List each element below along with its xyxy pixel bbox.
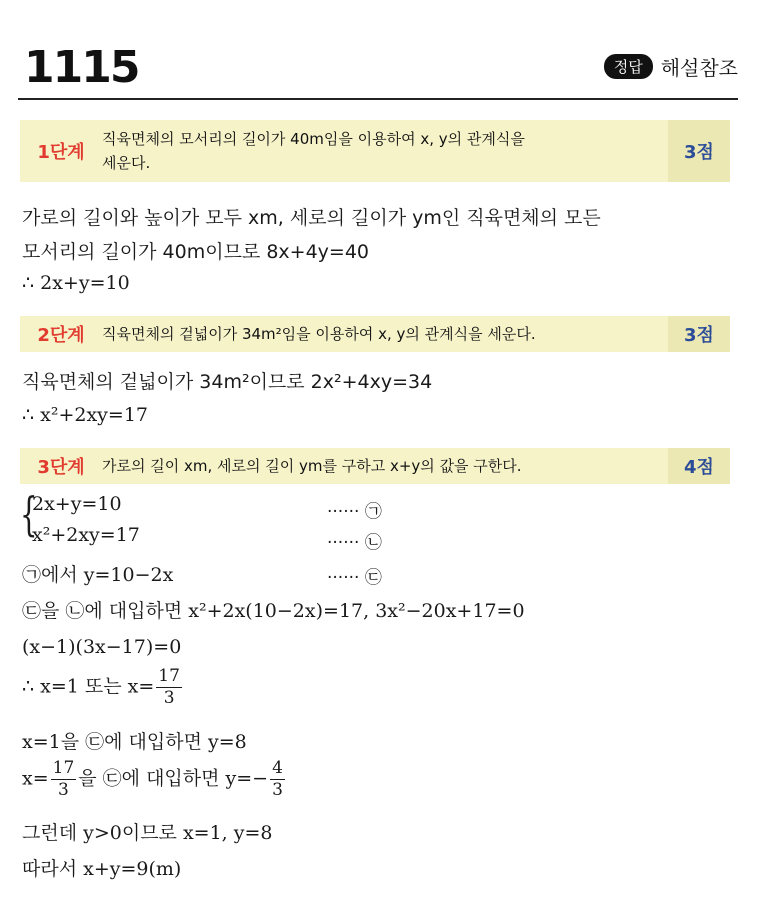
problem-number: 1115 <box>24 42 139 93</box>
step-3-points: 4점 <box>668 448 730 484</box>
fraction <box>270 760 285 799</box>
solution-line-fraction <box>22 668 184 707</box>
solution-line: ∴ 2x+y=10 <box>22 272 130 294</box>
solution-line: ㉢을 ㉡에 대입하면 x²+2x(10−2x)=17, 3x²−20x+17=0 <box>22 600 525 622</box>
solution-line: 모서리의 길이가 40m이므로 8x+4y=40 <box>22 241 370 263</box>
equation-tag-1: ······ ㉠ <box>327 502 382 522</box>
step-2-label: 2단계 <box>37 325 85 346</box>
fraction-numerator: 4 <box>272 758 283 778</box>
solution-line: 직육면체의 겉넓이가 34m²이므로 2x²+4xy=34 <box>22 371 433 393</box>
system-brace: { <box>20 487 38 541</box>
step-1-bar <box>20 120 730 182</box>
answer-badge: 정답 <box>604 54 653 79</box>
step-1-points: 3점 <box>668 120 730 182</box>
equation-tag-3: ······ ㉢ <box>327 568 382 588</box>
fraction-numerator: 17 <box>52 758 75 778</box>
solution-line: (x−1)(3x−17)=0 <box>22 636 182 658</box>
solution-line: 따라서 x+y=9(m) <box>22 858 182 880</box>
solution-text: x= <box>22 767 49 790</box>
step-3-label: 3단계 <box>37 457 85 478</box>
solution-line: 가로의 길이와 높이가 모두 xm, 세로의 길이가 ym인 직육면체의 모든 <box>22 207 601 229</box>
problem-header <box>18 40 738 100</box>
system-equation-1: 2x+y=10 <box>32 493 122 515</box>
fraction <box>156 668 182 707</box>
solution-text: 을 ㉢에 대입하면 y=− <box>78 767 269 790</box>
fraction-denominator: 3 <box>163 688 175 708</box>
fraction-denominator: 3 <box>272 780 283 800</box>
fraction-denominator: 3 <box>58 780 69 800</box>
solution-line: 그런데 y>0이므로 x=1, y=8 <box>22 822 273 844</box>
step-3-description: 가로의 길이 xm, 세로의 길이 ym를 구하고 x+y의 값을 구한다. <box>102 457 522 475</box>
fraction <box>51 760 77 799</box>
answer-text: 해설참조 <box>660 56 738 80</box>
solution-line: ㉠에서 y=10−2x <box>22 564 174 586</box>
solution-text: ∴ x=1 또는 x= <box>22 675 155 698</box>
step-3-bar <box>20 448 730 484</box>
system-equation-2: x²+2xy=17 <box>32 524 140 546</box>
solution-line-fraction <box>22 760 287 799</box>
header-divider <box>18 98 738 100</box>
step-1-label: 1단계 <box>37 142 85 163</box>
fraction-numerator: 17 <box>158 666 180 686</box>
step-1-description <box>102 127 668 175</box>
solution-line: ∴ x²+2xy=17 <box>22 404 149 426</box>
equation-tag-2: ······ ㉡ <box>327 533 382 553</box>
step-2-bar <box>20 316 730 352</box>
step-2-description: 직육면체의 겉넓이가 34m²임을 이용하여 x, y의 관계식을 세운다. <box>102 325 536 343</box>
solution-line: x=1을 ㉢에 대입하면 y=8 <box>22 731 247 753</box>
step-1-description-line2: 세운다. <box>102 154 151 172</box>
step-1-description-line1: 직육면체의 모서리의 길이가 40m임을 이용하여 x, y의 관계식을 <box>102 130 525 148</box>
step-2-points: 3점 <box>668 316 730 352</box>
answer-reference <box>604 52 738 81</box>
